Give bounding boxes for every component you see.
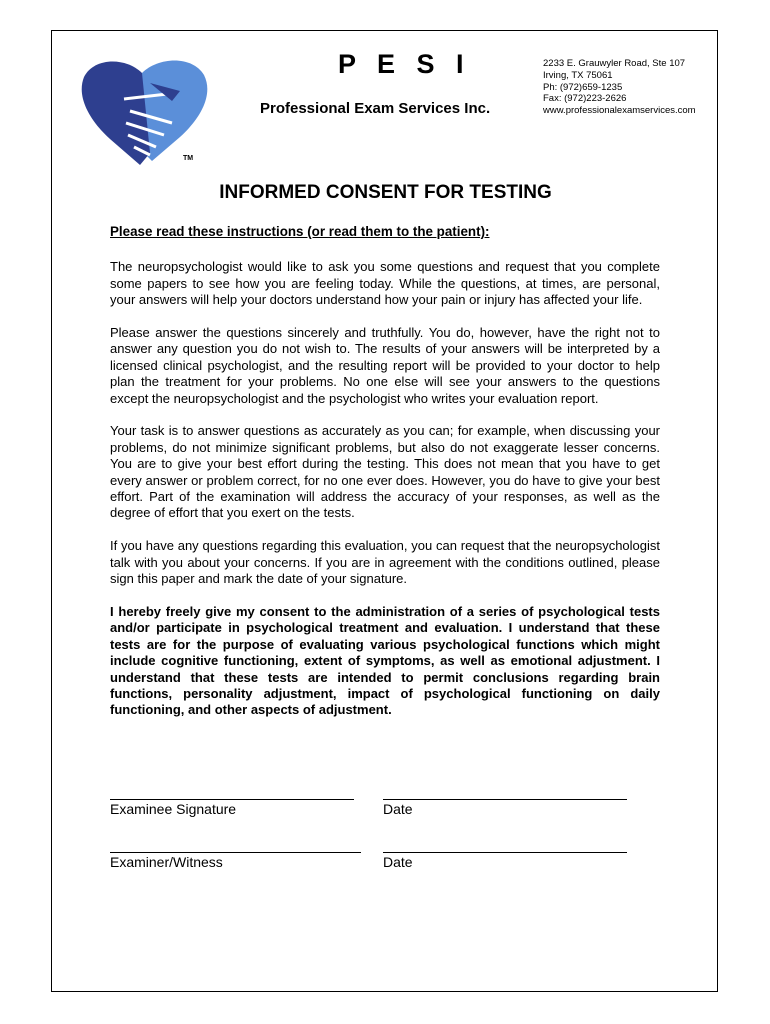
document-title: INFORMED CONSENT FOR TESTING [219, 182, 552, 203]
examinee-signature-line[interactable] [110, 799, 354, 800]
consent-statement: I hereby freely give my consent to the administration of a series of psychological tests and/or participate in psychological treatment and evaluation. I understand that these tests are for the purpose of evaluating various psychological functions which might include cognitive functioning, extent of symptoms, as well as emotional adjustment. I understand that these tests are intended to permit conclusions regarding brain functions, personality adjustment, impact of psychological functioning on daily functioning, and other aspects of adjustment. [110, 603, 660, 718]
trademark-mark: TM [183, 155, 194, 162]
handshake-heart-logo [80, 53, 210, 171]
examiner-signature-line[interactable] [110, 852, 361, 853]
examinee-date-line[interactable] [383, 799, 627, 800]
address-city: Irving, TX 75061 [543, 69, 613, 81]
address-phone: Ph: (972)659-1235 [543, 81, 623, 93]
company-name: Professional Exam Services Inc. [260, 100, 491, 117]
examiner-date-line[interactable] [383, 852, 627, 853]
paragraph-intro: The neuropsychologist would like to ask you some questions and request that you complete some papers to see how you are feeling today. While the questions, at times, are personal, your answers will help your doctors understand how your pain or injury has affected your life. [110, 259, 660, 308]
company-address [543, 58, 696, 117]
document-page [51, 30, 718, 992]
paragraph-questions: If you have any questions regarding this evaluation, you can request that the neuropsychologist talk with you about your concerns. If you are in agreement with the conditions outlined, please sign this paper and mark the date of your signature. [110, 538, 660, 587]
paragraph-task: Your task is to answer questions as accurately as you can; for example, when discussing your problems, do not minimize significant problems, but also do not exaggerate lesser concerns. You are to give your best effort during the testing. This does not mean that you have to get every answer or problem correct, for no one ever does. However, you do have to give your best effort. Part of the examination will address the accuracy of your responses, as well as the degree of effort that you exert on the tests. [110, 423, 660, 521]
examiner-date-label: Date [383, 854, 413, 870]
address-street: 2233 E. Grauwyler Road, Ste 107 [543, 58, 686, 69]
address-fax: Fax: (972)223-2626 [543, 93, 627, 105]
paragraph-rights: Please answer the questions sincerely and truthfully. You do, however, have the right not to answer any question you do not wish to. The results of your answers will be interpreted by a licensed clinical psychologist, and the resulting report will be provided to your doctor to help plan the treatment for your problems. No one else will see your answers to the questions except the neuropsychologist and the psychologist who writes your evaluation report. [110, 325, 660, 406]
brand-name: P E S I [338, 49, 471, 79]
examinee-date-label: Date [383, 801, 413, 817]
address-website: www.professionalexamservices.com [543, 105, 696, 117]
examiner-witness-label: Examiner/Witness [110, 854, 223, 870]
instructions-heading: Please read these instructions (or read them to the patient): [110, 224, 490, 239]
document-body [110, 224, 660, 719]
examinee-signature-label: Examinee Signature [110, 801, 237, 817]
